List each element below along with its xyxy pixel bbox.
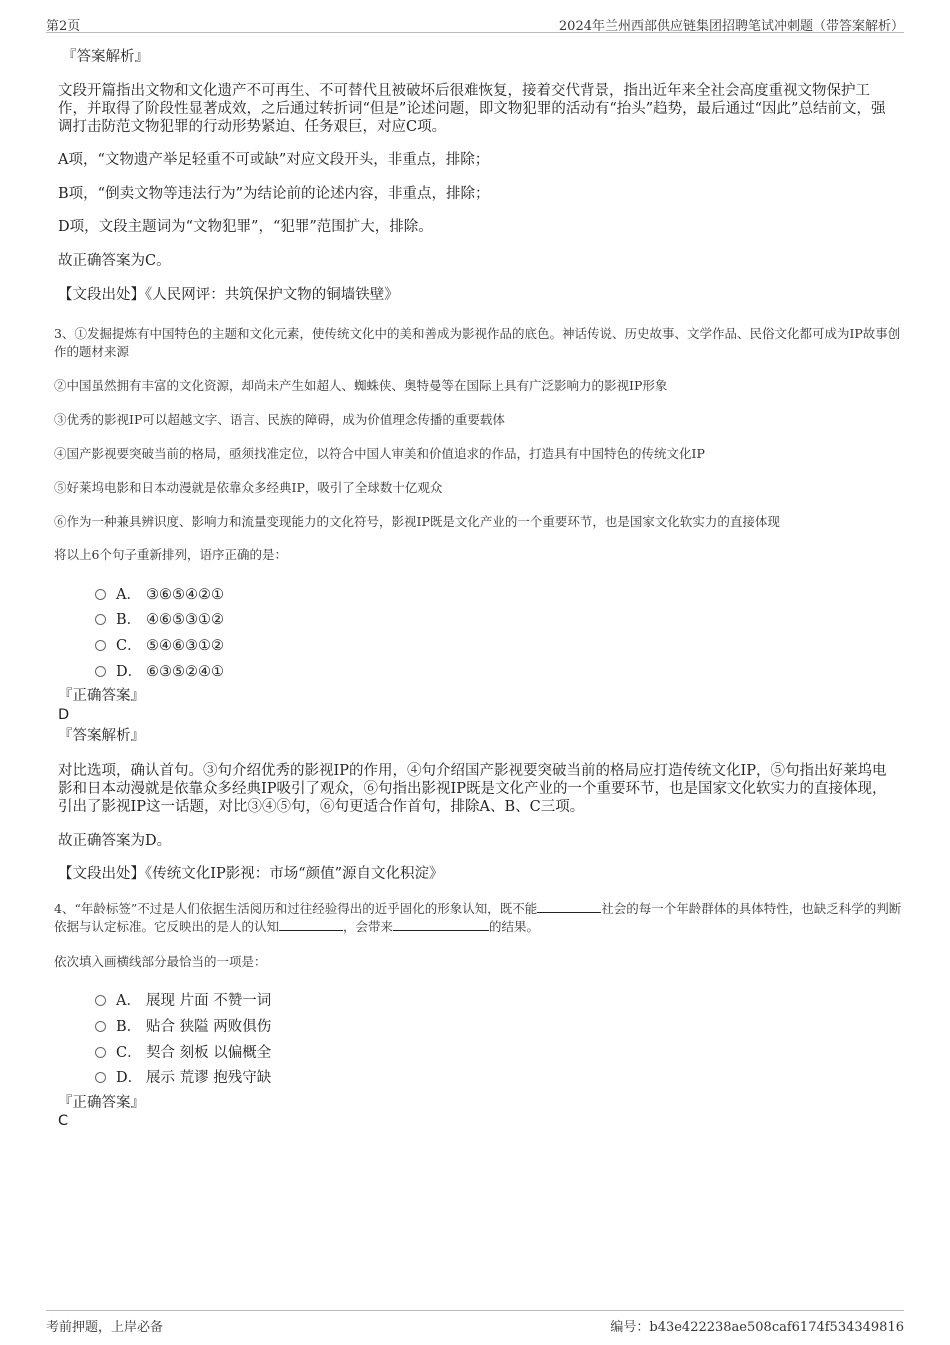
option-text: 展现 片面 不赞一词 [146, 993, 272, 1009]
q3-conclusion: 故正确答案为D。 [58, 833, 172, 849]
q2-analysis-label: 『答案解析』 [62, 49, 149, 65]
q3-answer-label: 『正确答案』 [58, 688, 145, 704]
q2-conclusion: 故正确答案为C。 [58, 253, 171, 269]
q4-option-b[interactable] [95, 1015, 271, 1036]
page-footer [46, 1310, 904, 1333]
q3-sentence-4: ④国产影视要突破当前的格局，亟须找准定位，以符合中国人审美和价值追求的作品，打造具有中国特色的传统文化IP [54, 446, 705, 461]
q2-option-b-note: B项，“倒卖文物等违法行为”为结论前的论述内容，非重点，排除； [58, 186, 490, 202]
q3-analysis-text: 对比选项，确认首句。③句介绍优秀的影视IP的作用，④句介绍国产影视要突破当前的格局应打造传统文化IP，⑤句指出好莱坞电影和日本动漫就是依靠众多经典IP吸引了观众，⑥句指出影视IP既是文化产业的一个重要环节，也是国家文化软实力的直接体现，引出了影视IP这一话题，对比③④⑤句，⑥句更适合作首句，排除A、B、C三项。 [58, 763, 887, 815]
q4-stem-part-4: 的结果。 [489, 919, 540, 934]
radio-icon[interactable] [95, 1047, 106, 1058]
footer-slogan: 考前押题，上岸必备 [46, 1320, 164, 1335]
q3-source: 【文段出处】《传统文化IP影视：市场“颜值”源自文化积淀》 [58, 866, 444, 882]
q4-blank-3 [393, 918, 489, 931]
radio-icon[interactable] [95, 614, 106, 625]
document-id: 编号：b43e422238ae508caf6174f534349816 [610, 1320, 904, 1335]
q4-stem-part-3: ，会带来 [343, 919, 394, 934]
option-text: 展示 荒谬 抱残守缺 [146, 1070, 272, 1086]
q3-sentence-1: 3、①发掘提炼有中国特色的主题和文化元素，使传统文化中的美和善成为影视作品的底色。神话传说、历史故事、文学作品、民俗文化都可成为IP故事创作的题材来源 [54, 326, 901, 359]
q4-stem-part-1: 4、“年龄标签”不过是人们依据生活阅历和过往经验得出的近乎固化的形象认知，既不能 [54, 901, 538, 916]
q4-blank-2 [279, 918, 343, 931]
q3-option-b[interactable] [95, 608, 224, 629]
option-letter: C． [116, 1045, 142, 1061]
radio-icon[interactable] [95, 589, 106, 600]
q3-answer: D [58, 707, 70, 723]
q3-prompt: 将以上6个句子重新排列，语序正确的是： [54, 547, 287, 562]
page-header [46, 12, 904, 33]
q3-sentence-5: ⑤好莱坞电影和日本动漫就是依靠众多经典IP，吸引了全球数十亿观众 [54, 480, 443, 495]
option-text: ⑥③⑤②④① [146, 664, 224, 680]
option-text: 契合 刻板 以偏概全 [146, 1045, 272, 1061]
radio-icon[interactable] [95, 666, 106, 677]
q4-option-c[interactable] [95, 1041, 271, 1062]
q3-sentence-2: ②中国虽然拥有丰富的文化资源，却尚未产生如超人、蜘蛛侠、奥特曼等在国际上具有广泛影响力的影视IP形象 [54, 378, 668, 393]
q3-analysis-label: 『答案解析』 [58, 728, 145, 744]
q4-stem [54, 900, 904, 936]
q4-answer-label: 『正确答案』 [58, 1095, 145, 1111]
radio-icon[interactable] [95, 640, 106, 651]
option-letter: C． [116, 638, 142, 654]
q2-source: 【文段出处】《人民网评：共筑保护文物的铜墙铁壁》 [58, 287, 399, 303]
q3-option-a[interactable] [95, 583, 224, 604]
radio-icon[interactable] [95, 1072, 106, 1083]
option-letter: A． [116, 993, 141, 1009]
q3-option-c[interactable] [95, 634, 224, 655]
option-text: ⑤④⑥③①② [146, 638, 224, 654]
option-text: ③⑥⑤④②① [146, 587, 224, 603]
document-title: 2024年兰州西部供应链集团招聘笔试冲刺题（带答案解析） [558, 19, 904, 34]
q3-sentence-3: ③优秀的影视IP可以超越文字、语言、民族的障碍，成为价值理念传播的重要载体 [54, 412, 505, 427]
q2-option-a-note: A项，“文物遗产举足轻重不可或缺”对应文段开头，非重点，排除； [58, 152, 490, 168]
q4-option-d[interactable] [95, 1066, 271, 1087]
radio-icon[interactable] [95, 1021, 106, 1032]
q3-option-d[interactable] [95, 660, 224, 681]
radio-icon[interactable] [95, 995, 106, 1006]
q2-option-d-note: D项，文段主题词为“文物犯罪”，“犯罪”范围扩大，排除。 [58, 219, 433, 235]
q4-stem-part-2: 社会的每一个年龄群体的具体特性，也缺乏科学的判断依据与认定标准。它反映出的是人的认知 [54, 901, 902, 934]
option-letter: B． [116, 612, 142, 628]
q2-analysis-text: 文段开篇指出文物和文化遗产不可再生、不可替代且被破坏后很难恢复，接着交代背景，指出近年来全社会高度重视文物保护工作，并取得了阶段性显著成效，之后通过转折词“但是”论述问题，即文物犯罪的活动有“抬头”趋势，最后通过“因此”总结前文，强调打击防范文物犯罪的行动形势紧迫、任务艰巨，对应C项。 [58, 83, 886, 135]
q4-answer: C [58, 1113, 69, 1129]
q4-blank-1 [537, 900, 601, 913]
page-number: 第2页 [46, 19, 81, 34]
q4-option-a[interactable] [95, 989, 271, 1010]
option-letter: D． [116, 664, 143, 680]
option-letter: A． [116, 587, 141, 603]
option-letter: D． [116, 1070, 143, 1086]
q3-sentence-6: ⑥作为一种兼具辨识度、影响力和流量变现能力的文化符号，影视IP既是文化产业的一个重要环节，也是国家文化软实力的直接体现 [54, 514, 780, 529]
option-text: ④⑥⑤③①② [146, 612, 224, 628]
q4-prompt: 依次填入画横线部分最恰当的一项是： [54, 954, 267, 969]
option-letter: B． [116, 1019, 142, 1035]
option-text: 贴合 狭隘 两败俱伤 [146, 1019, 272, 1035]
